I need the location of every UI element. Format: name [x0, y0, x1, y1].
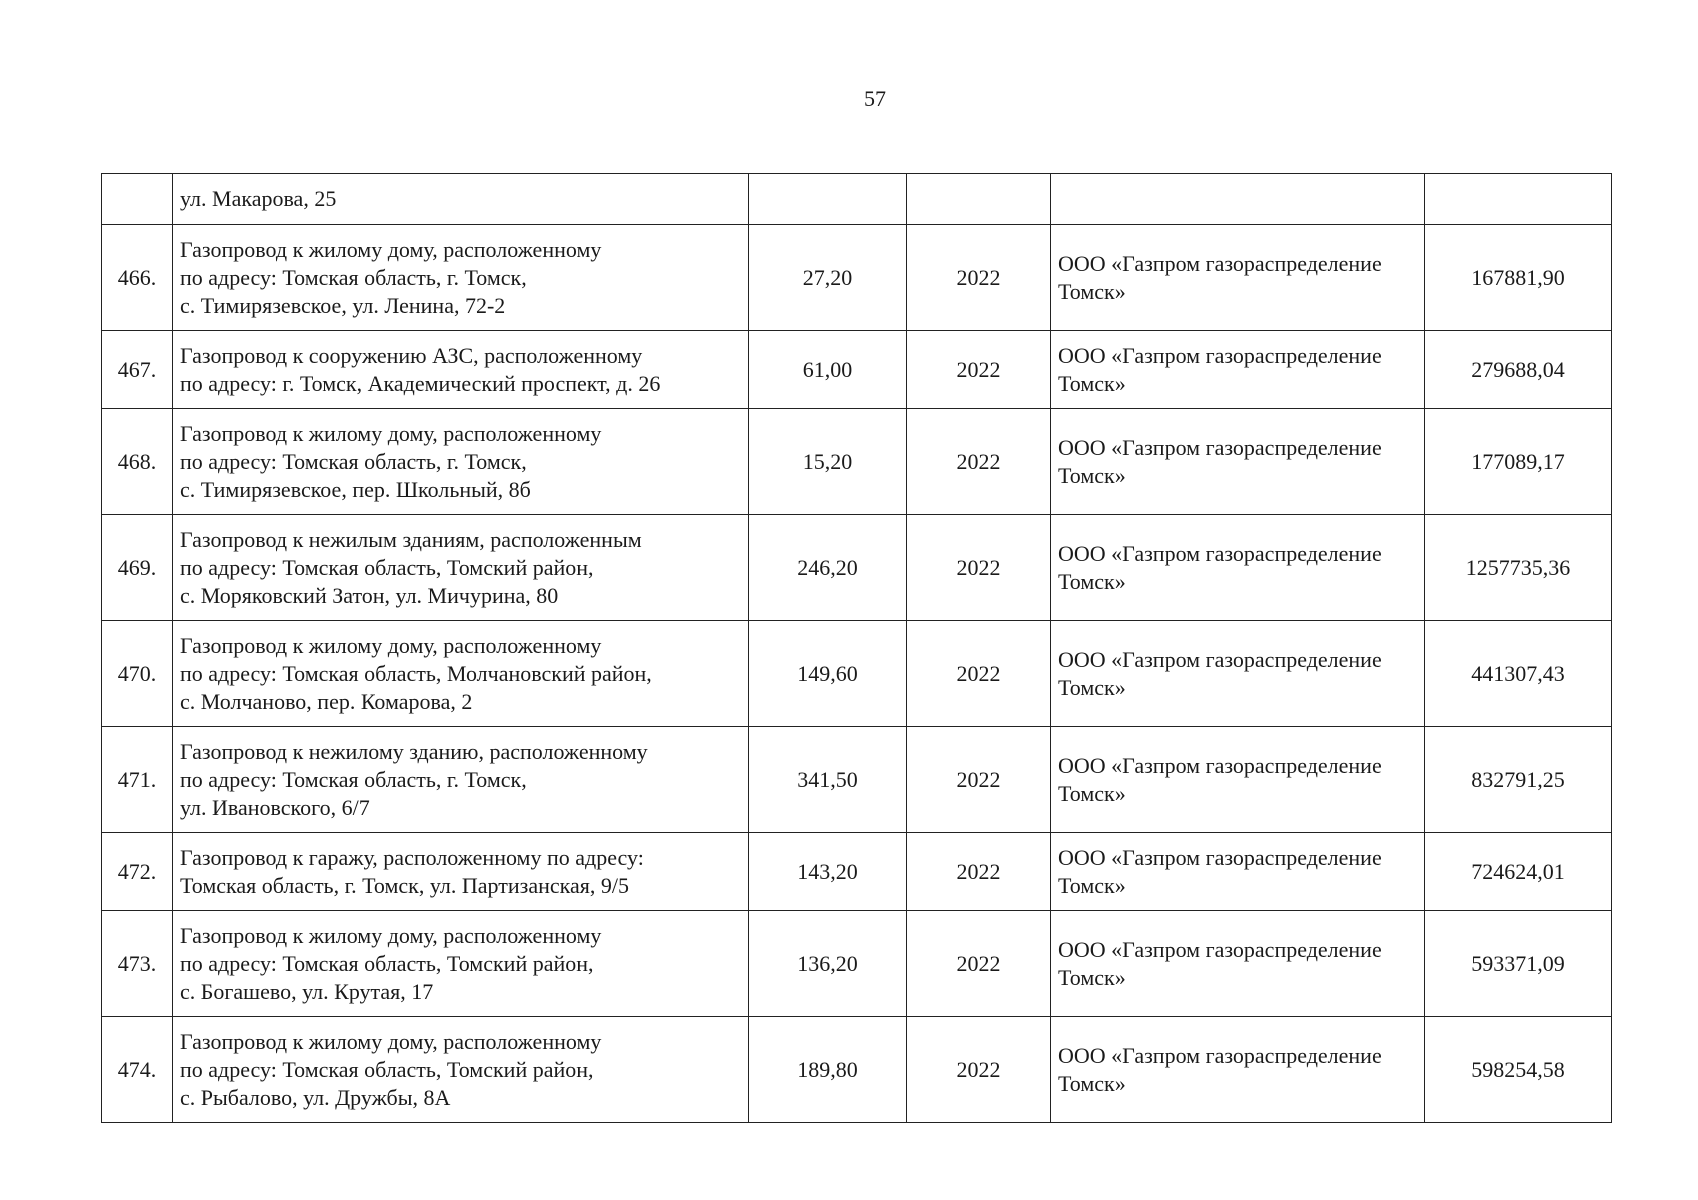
object-name-line: ул. Макарова, 25 [180, 186, 337, 211]
length-cell: 189,80 [749, 1017, 907, 1123]
year-cell: 2022 [907, 833, 1051, 911]
object-name-line: с. Тимирязевское, пер. Школьный, 8б [180, 476, 531, 502]
cost-cell: 441307,43 [1425, 621, 1612, 727]
table-row [102, 331, 1612, 409]
table-row [102, 225, 1612, 331]
cost-cell [1425, 174, 1612, 225]
year-cell: 2022 [907, 515, 1051, 621]
object-name-line: по адресу: Томская область, Томский район, [180, 950, 594, 976]
year-cell [907, 174, 1051, 225]
object-name-line: Газопровод к нежилому зданию, расположенному [180, 738, 648, 764]
object-name-line: Газопровод к жилому дому, расположенному [180, 1028, 602, 1054]
cost-cell: 593371,09 [1425, 911, 1612, 1017]
object-name-line: ул. Ивановского, 6/7 [180, 794, 370, 820]
object-name-cell [173, 833, 749, 911]
cost-cell: 167881,90 [1425, 225, 1612, 331]
object-name-line: с. Богашево, ул. Крутая, 17 [180, 978, 434, 1004]
cost-cell: 279688,04 [1425, 331, 1612, 409]
object-name-line: по адресу: Томская область, Томский район, [180, 554, 594, 580]
table-row [102, 1017, 1612, 1123]
organization-cell: ООО «Газпром газораспределение Томск» [1051, 225, 1425, 331]
object-name-line: Газопровод к жилому дому, расположенному [180, 420, 602, 446]
object-name-line: Газопровод к нежилым зданиям, расположенным [180, 526, 642, 552]
row-number-cell: 470. [102, 621, 173, 727]
object-name-line: Газопровод к жилому дому, расположенному [180, 632, 602, 658]
year-cell: 2022 [907, 409, 1051, 515]
object-name-line: с. Молчаново, пер. Комарова, 2 [180, 688, 473, 714]
object-name-line: по адресу: Томская область, г. Томск, [180, 264, 527, 290]
object-name-cell [173, 727, 749, 833]
object-name-line: Газопровод к гаражу, расположенному по адресу: [180, 844, 644, 870]
organization-cell: ООО «Газпром газораспределение Томск» [1051, 409, 1425, 515]
length-cell: 246,20 [749, 515, 907, 621]
table-row [102, 911, 1612, 1017]
year-cell: 2022 [907, 1017, 1051, 1123]
row-number-cell: 474. [102, 1017, 173, 1123]
table-row [102, 515, 1612, 621]
organization-cell [1051, 174, 1425, 225]
object-name-cell [173, 911, 749, 1017]
year-cell: 2022 [907, 621, 1051, 727]
object-name-line: с. Рыбалово, ул. Дружбы, 8А [180, 1084, 451, 1110]
object-name-cell [173, 515, 749, 621]
cost-cell: 1257735,36 [1425, 515, 1612, 621]
year-cell: 2022 [907, 911, 1051, 1017]
length-cell: 149,60 [749, 621, 907, 727]
row-number-cell: 468. [102, 409, 173, 515]
organization-cell: ООО «Газпром газораспределение Томск» [1051, 911, 1425, 1017]
object-name-line: с. Моряковский Затон, ул. Мичурина, 80 [180, 582, 559, 608]
length-cell: 27,20 [749, 225, 907, 331]
organization-cell: ООО «Газпром газораспределение Томск» [1051, 515, 1425, 621]
length-cell: 136,20 [749, 911, 907, 1017]
object-name-line: с. Тимирязевское, ул. Ленина, 72-2 [180, 292, 506, 318]
row-number-cell: 473. [102, 911, 173, 1017]
year-cell: 2022 [907, 331, 1051, 409]
object-name-line: Газопровод к жилому дому, расположенному [180, 922, 602, 948]
object-name-cell [173, 1017, 749, 1123]
organization-cell: ООО «Газпром газораспределение Томск» [1051, 727, 1425, 833]
organization-cell: ООО «Газпром газораспределение Томск» [1051, 331, 1425, 409]
object-name-line: по адресу: г. Томск, Академический проспект, д. 26 [180, 370, 661, 396]
row-number-cell: 466. [102, 225, 173, 331]
object-name-cell [173, 225, 749, 331]
row-number-cell: 471. [102, 727, 173, 833]
table-row [102, 833, 1612, 911]
page-number: 57 [864, 86, 886, 111]
object-name-cell [173, 331, 749, 409]
cost-cell: 832791,25 [1425, 727, 1612, 833]
object-name-line: Томская область, г. Томск, ул. Партизанская, 9/5 [180, 872, 629, 898]
row-number-cell: 472. [102, 833, 173, 911]
length-cell: 15,20 [749, 409, 907, 515]
organization-cell: ООО «Газпром газораспределение Томск» [1051, 833, 1425, 911]
cost-cell: 598254,58 [1425, 1017, 1612, 1123]
row-number-cell [102, 174, 173, 225]
table-row [102, 621, 1612, 727]
object-name-line: Газопровод к сооружению АЗС, расположенному [180, 342, 643, 368]
table-body [102, 174, 1612, 1123]
object-name-line: по адресу: Томская область, Молчановский район, [180, 660, 652, 686]
length-cell: 143,20 [749, 833, 907, 911]
row-number-cell: 469. [102, 515, 173, 621]
object-name-line: по адресу: Томская область, г. Томск, [180, 448, 527, 474]
year-cell: 2022 [907, 727, 1051, 833]
organization-cell: ООО «Газпром газораспределение Томск» [1051, 621, 1425, 727]
object-name-cell [173, 409, 749, 515]
cost-cell: 177089,17 [1425, 409, 1612, 515]
object-name-cell [173, 621, 749, 727]
object-name-line: по адресу: Томская область, Томский район, [180, 1056, 594, 1082]
gas-pipeline-table [101, 173, 1612, 1123]
table-row [102, 409, 1612, 515]
cost-cell: 724624,01 [1425, 833, 1612, 911]
year-cell: 2022 [907, 225, 1051, 331]
object-name-line: Газопровод к жилому дому, расположенному [180, 236, 602, 262]
organization-cell: ООО «Газпром газораспределение Томск» [1051, 1017, 1425, 1123]
length-cell: 341,50 [749, 727, 907, 833]
object-name-line: по адресу: Томская область, г. Томск, [180, 766, 527, 792]
object-name-cell [173, 174, 749, 225]
table-row [102, 727, 1612, 833]
length-cell [749, 174, 907, 225]
length-cell: 61,00 [749, 331, 907, 409]
continuation-row [102, 174, 1612, 225]
row-number-cell: 467. [102, 331, 173, 409]
